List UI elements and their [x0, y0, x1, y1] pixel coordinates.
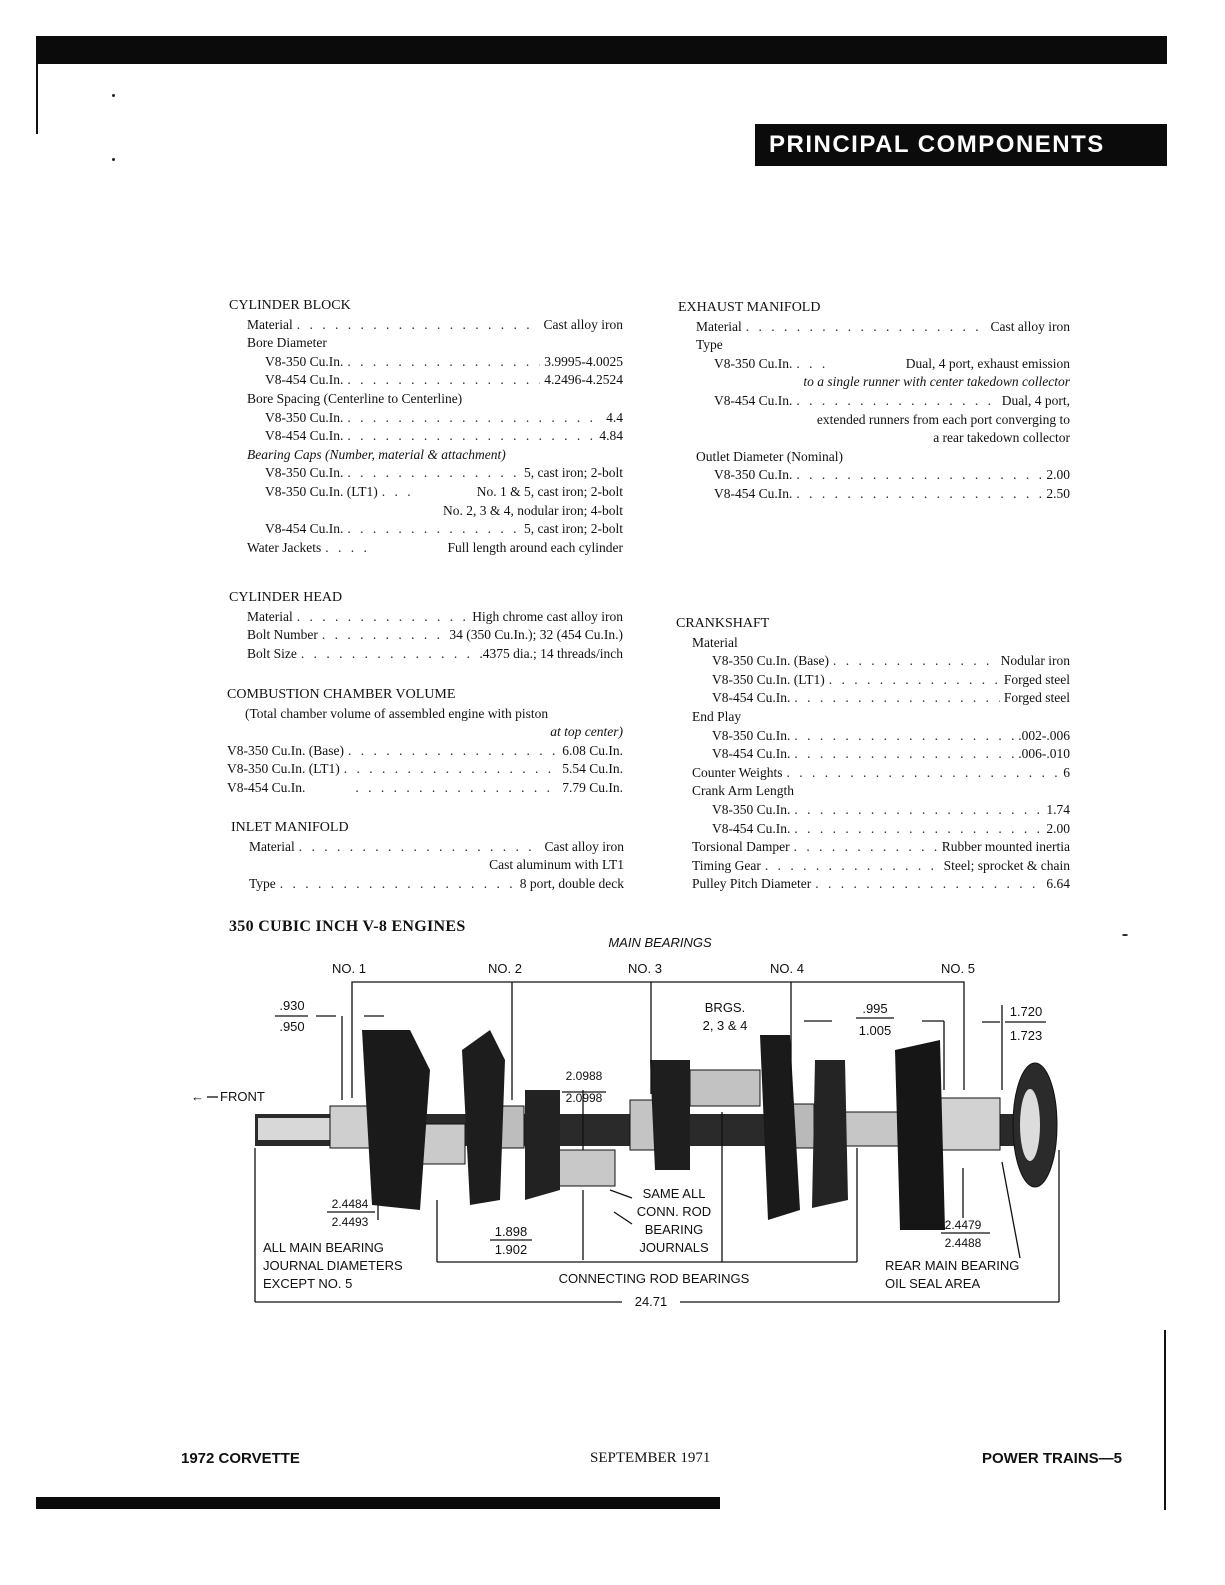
section-heading: COMBUSTION CHAMBER VOLUME — [227, 687, 456, 702]
bottom-border-bar — [36, 1497, 720, 1509]
conn-rod-label: CONN. ROD — [636, 1204, 712, 1219]
spec-row: V8-350 Cu.In. . . . .002-.006 — [676, 727, 1070, 746]
spec-row: Material . . . Cast alloy iron — [678, 318, 1070, 337]
spec-row: Type . . . 8 port, double deck — [231, 875, 624, 894]
crank-web — [525, 1090, 560, 1200]
spec-row: Timing Gear . . . Steel; sprocket & chain — [676, 857, 1070, 876]
counterweight — [812, 1060, 848, 1208]
spec-row: Counter Weights . . . 6 — [676, 764, 1070, 783]
section-title: PRINCIPAL COMPONENTS — [769, 131, 1105, 158]
dim-w2-top: .995 — [862, 1001, 888, 1016]
bearing-no3-label: NO. 3 — [628, 961, 662, 976]
all-main-label-2: JOURNAL DIAMETERS — [263, 1258, 403, 1273]
spec-row: V8-350 Cu.In. . . . 3.9995-4.0025 — [229, 353, 623, 372]
spec-row: V8-350 Cu.In. (Base) . . . Nodular iron — [676, 652, 1070, 671]
spec-row: V8-454 Cu.In. . . . 7.79 Cu.In. — [227, 779, 623, 798]
spec-row: Material . . . Cast alloy iron — [231, 838, 624, 857]
spec-row: V8-454 Cu.In. . . . 2.00 — [676, 820, 1070, 839]
main-journal-1 — [330, 1106, 370, 1148]
spec-row: V8-454 Cu.In. . . . .006-.010 — [676, 745, 1070, 764]
spec-row: Bolt Number . . . 34 (350 Cu.In.); 32 (454 Cu.In.) — [229, 626, 623, 645]
front-arrow-icon: ← — [191, 1089, 204, 1104]
spec-note: (Total chamber volume of assembled engine with piston — [245, 705, 549, 721]
counterweight — [462, 1030, 505, 1205]
spec-subheading: Bore Spacing (Centerline to Centerline) — [247, 390, 463, 406]
front-label: FRONT — [220, 1089, 265, 1104]
all-main-label-3: EXCEPT NO. 5 — [263, 1276, 353, 1291]
section-heading: CYLINDER HEAD — [229, 590, 343, 605]
section-heading: CYLINDER BLOCK — [229, 298, 351, 313]
spec-row: V8-350 Cu.In. . . . 2.00 — [678, 466, 1070, 485]
spec-row: Water Jackets . . . Full length around each cylinder — [229, 539, 623, 558]
dim-w1-top: .930 — [279, 998, 305, 1013]
spec-row: V8-454 Cu.In. . . . Forged steel — [676, 689, 1070, 708]
front-snout — [258, 1118, 338, 1140]
brgs-label-2: 2, 3 & 4 — [702, 1018, 748, 1033]
footer-left: 1972 CORVETTE — [181, 1450, 300, 1467]
counterweight — [362, 1030, 430, 1210]
section-heading: CRANKSHAFT — [676, 616, 770, 631]
journals-label: JOURNALS — [639, 1240, 709, 1255]
spec-subheading: End Play — [692, 708, 742, 724]
spec-row: V8-454 Cu.In. . . . 4.2496-4.2524 — [229, 371, 623, 390]
spec-row: Bolt Size . . . .4375 dia.; 14 threads/inch — [229, 645, 623, 664]
spec-row: V8-454 Cu.In. . . . Dual, 4 port, — [678, 392, 1070, 411]
dim-w2-bot: 1.005 — [858, 1023, 892, 1038]
dim-rod-dia-top: 2.0988 — [565, 1069, 603, 1083]
main-bearings-label: MAIN BEARINGS — [608, 935, 712, 950]
bearing-no4-label: NO. 4 — [770, 961, 804, 976]
spec-continuation: Cast aluminum with LT1 — [489, 857, 624, 873]
spec-row: V8-350 Cu.In. (LT1) . . . Forged steel — [676, 671, 1070, 690]
spec-row: V8-454 Cu.In. . . . 5, cast iron; 2-bolt — [229, 520, 623, 539]
diagram-title: 350 CUBIC INCH V-8 ENGINES — [229, 918, 466, 935]
spec-row: Material . . . High chrome cast alloy iron — [229, 608, 623, 627]
footer-center: SEPTEMBER 1971 — [590, 1450, 711, 1466]
spec-note: at top center) — [550, 724, 623, 740]
overall-length: 24.71 — [634, 1294, 668, 1309]
spec-subheading: Material — [692, 634, 738, 650]
section-heading: EXHAUST MANIFOLD — [678, 300, 821, 315]
spec-subheading: Crank Arm Length — [692, 783, 794, 799]
footer-right: POWER TRAINS—5 — [981, 1450, 1122, 1467]
spec-row: V8-454 Cu.In. . . . 4.84 — [229, 427, 623, 446]
counterweight — [895, 1040, 945, 1230]
dim-rod-w-bot: 1.902 — [494, 1242, 528, 1257]
dim-main-dia-top: 2.4484 — [331, 1197, 369, 1211]
spec-continuation: extended runners from each port converging to — [816, 411, 1070, 427]
counterweight — [760, 1035, 800, 1220]
spec-row: Pulley Pitch Diameter . . . 6.64 — [676, 875, 1070, 894]
bearing-no5-label: NO. 5 — [941, 961, 975, 976]
dim-w1-bot: .950 — [279, 1019, 305, 1034]
spec-subheading: Type — [696, 337, 723, 353]
spec-row: V8-454 Cu.In. . . . 2.50 — [678, 485, 1070, 504]
rear-flange-face — [1020, 1089, 1040, 1161]
rear-main-label-2: OIL SEAL AREA — [885, 1276, 981, 1291]
bearing-label: BEARING — [644, 1222, 704, 1237]
rear-main-label-1: REAR MAIN BEARING — [885, 1258, 1020, 1273]
dim-main-dia-bot: 2.4493 — [331, 1215, 369, 1229]
spec-row: V8-350 Cu.In. (LT1) . . . No. 1 & 5, cast iron; 2-bolt — [229, 483, 623, 502]
rod-journal — [840, 1112, 902, 1146]
spec-row: V8-350 Cu.In. (LT1) . . . 5.54 Cu.In. — [227, 760, 623, 779]
rod-journal — [555, 1150, 615, 1186]
spec-row: V8-350 Cu.In. . . . 5, cast iron; 2-bolt — [229, 464, 623, 483]
bearing-no2-label: NO. 2 — [488, 961, 522, 976]
spec-row: V8-350 Cu.In. . . . 4.4 — [229, 409, 623, 428]
dim-rod-w-top: 1.898 — [494, 1224, 528, 1239]
main-journal-5 — [940, 1098, 1000, 1150]
dim-rod-dia-bot: 2.0998 — [565, 1091, 603, 1105]
spec-subheading: Bore Diameter — [247, 335, 327, 351]
right-edge-line — [1164, 1330, 1166, 1510]
dim-w3-bot: 1.723 — [1009, 1028, 1043, 1043]
dim-rear-dia-top: 2.4479 — [944, 1218, 982, 1232]
dim-w3-top: 1.720 — [1009, 1004, 1043, 1019]
spec-continuation: a rear takedown collector — [933, 430, 1070, 446]
spec-row: Material . . . Cast alloy iron — [229, 316, 623, 335]
spec-row: Torsional Damper . . . Rubber mounted inertia — [676, 838, 1070, 857]
spec-continuation: No. 2, 3 & 4, nodular iron; 4-bolt — [443, 502, 623, 518]
spec-subheading: Bearing Caps (Number, material & attachment) — [247, 446, 506, 462]
spec-subheading: Outlet Diameter (Nominal) — [696, 448, 843, 464]
bearing-no1-label: NO. 1 — [332, 961, 366, 976]
all-main-label-1: ALL MAIN BEARING — [263, 1240, 384, 1255]
dim-rear-dia-bot: 2.4488 — [944, 1236, 982, 1250]
conn-rod-bearings-label: CONNECTING ROD BEARINGS — [558, 1271, 750, 1286]
crank-web — [650, 1060, 690, 1170]
spec-row: V8-350 Cu.In. . . . 1.74 — [676, 801, 1070, 820]
spec-row: V8-350 Cu.In. (Base) . . . 6.08 Cu.In. — [227, 742, 623, 761]
brgs-label-1: BRGS. — [704, 1000, 746, 1015]
spec-row: V8-350 Cu.In. . . . Dual, 4 port, exhaust emission — [678, 355, 1070, 374]
section-heading: INLET MANIFOLD — [231, 820, 349, 835]
spec-continuation: to a single runner with center takedown collector — [803, 374, 1070, 390]
same-all-label: SAME ALL — [642, 1186, 706, 1201]
rod-journal — [690, 1070, 760, 1106]
